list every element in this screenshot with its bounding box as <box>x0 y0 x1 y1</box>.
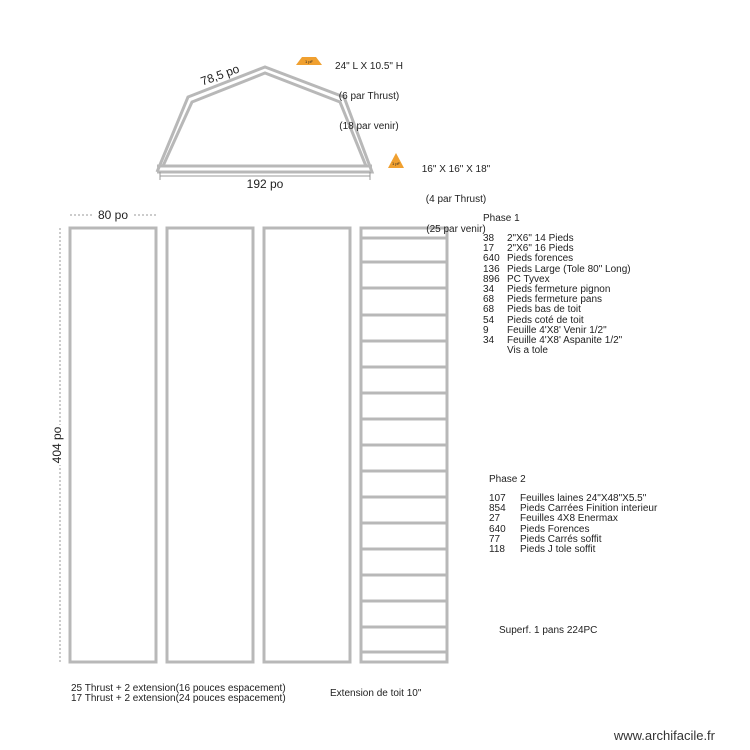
phase2-list <box>489 494 657 555</box>
panel-4-slats <box>361 238 447 652</box>
gusset-big-icon <box>296 57 322 65</box>
phase1-item-qty: 68 <box>483 294 495 306</box>
phase1-item-qty: 34 <box>483 334 495 346</box>
gusset-big-note <box>326 42 412 142</box>
phase2-item-qty: 77 <box>489 533 501 545</box>
gusset-small-line-2: (4 par Thrust) <box>425 194 487 205</box>
phase1-item-qty: 896 <box>483 273 500 285</box>
phase2-title: Phase 2 <box>489 474 526 485</box>
phase1-item-qty <box>483 346 507 356</box>
phase2-item-desc: Pieds J tole soffit <box>520 543 596 555</box>
roof-panel-3 <box>264 228 350 662</box>
phase1-item-qty: 136 <box>483 263 500 275</box>
extension-note: Extension de toit 10" <box>330 688 422 699</box>
phase1-item-desc: Vis a tole <box>507 345 548 357</box>
phase2-item-desc: Pieds Forences <box>520 523 590 535</box>
phase1-item-desc: PC Tyvex <box>507 273 550 285</box>
gusset-big-line-3: (18 par venir) <box>339 121 399 132</box>
phase2-item-desc: Feuilles laines 24"X48"X5.5" <box>520 493 647 504</box>
phase1-item-desc: Pieds forences <box>507 253 574 265</box>
phase1-item <box>483 336 631 346</box>
phase2-item-qty: 107 <box>489 493 506 504</box>
roof-panel-1 <box>70 228 156 662</box>
gusset-big-line-2: (6 par Thrust) <box>338 91 400 102</box>
phase1-item-desc: Feuille 4'X8' Aspanite 1/2" <box>507 334 623 346</box>
phase1-item-desc: 2"X6" 14 Pieds <box>507 233 574 244</box>
phase2-item-desc: Pieds Carrées Finition interieur <box>520 503 658 515</box>
phase1-title: Phase 1 <box>483 213 520 224</box>
phase2-item-qty: 854 <box>489 503 506 515</box>
phase2-item-qty: 27 <box>489 513 501 525</box>
thrust-note-1: 25 Thrust + 2 extension(16 pouces espacement) <box>71 683 286 694</box>
phase1-item-qty: 68 <box>483 304 495 316</box>
phase1-item-qty: 9 <box>483 324 489 336</box>
phase1-item-desc: Pieds Large (Tole 80" Long) <box>507 263 631 275</box>
phase2-item-desc: Pieds Carrés soffit <box>520 533 602 545</box>
phase1-list <box>483 234 631 356</box>
gusset-small-icon <box>388 153 404 168</box>
surface-note: Superf. 1 pans 224PC <box>499 625 598 636</box>
phase1-item <box>483 305 631 315</box>
phase2-item-qty: 640 <box>489 523 506 535</box>
phase1-item-qty: 34 <box>483 283 495 295</box>
phase1-item-desc: Pieds coté de toit <box>507 314 584 326</box>
roof-slope-label: 78,5 po <box>198 61 242 89</box>
phase2-item <box>489 545 657 555</box>
phase1-item-desc: Pieds bas de toit <box>507 304 581 316</box>
phase1-item-desc: Pieds fermeture pans <box>507 294 603 306</box>
phase1-item-desc: Feuille 4'X8' Venir 1/2" <box>507 324 607 336</box>
phase1-item-qty: 38 <box>483 233 495 244</box>
panel-height-label: 404 po <box>50 426 64 464</box>
phase1-item-qty: 640 <box>483 253 500 265</box>
roof-width-label: 192 po <box>246 177 284 191</box>
phase1-item-qty: 17 <box>483 243 495 255</box>
phase1-item <box>483 346 631 356</box>
gusset-small-badge: 1 pF <box>391 161 401 166</box>
phase1-item-qty: 54 <box>483 314 495 326</box>
thrust-note-2: 17 Thrust + 2 extension(24 pouces espacement) <box>71 693 286 704</box>
roof-panel-2 <box>167 228 253 662</box>
phase2-item-qty: 118 <box>489 543 505 555</box>
gusset-small-note <box>413 145 499 245</box>
panel-width-label: 80 po <box>97 208 129 222</box>
phase1-item-desc: 2"X6" 16 Pieds <box>507 243 574 255</box>
gusset-big-line-1: 24" L X 10.5" H <box>335 61 403 72</box>
phase2-item-desc: Feuilles 4X8 Enermax <box>520 513 618 525</box>
watermark-link[interactable]: www.archifacile.fr <box>613 728 715 743</box>
gusset-small-line-1: 16" X 16" X 18" <box>421 164 491 175</box>
gusset-big-badge: 1 pF <box>304 59 314 64</box>
phase1-item-desc: Pieds fermeture pignon <box>507 283 611 295</box>
phase1-item <box>483 265 631 275</box>
gusset-small-line-3: (25 par venir) <box>426 224 486 235</box>
